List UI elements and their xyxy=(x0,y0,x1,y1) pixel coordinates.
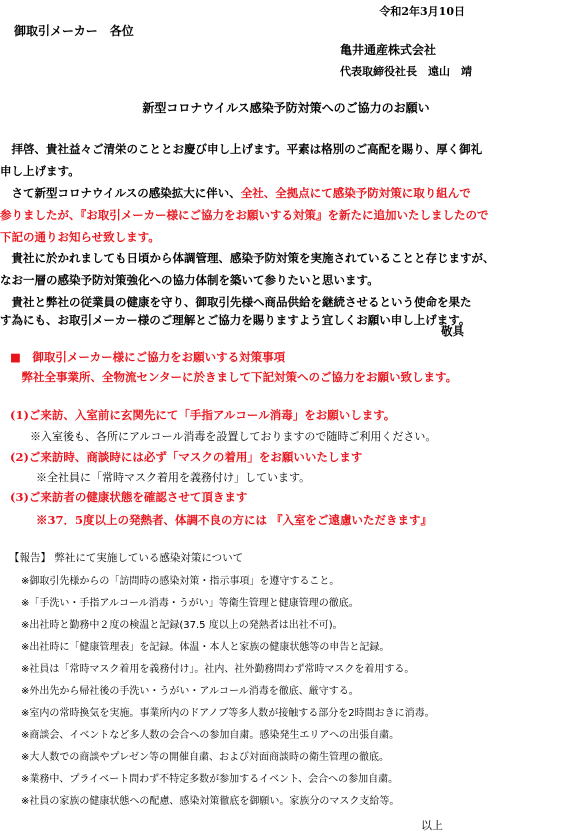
report-item: ※出社時と勤務中２度の検温と記録(37.5 度以上の発熱者は出社不可)。 xyxy=(21,620,343,631)
sender-company: 亀井通産株式会社 xyxy=(340,43,437,57)
body-line xyxy=(0,185,471,201)
report-item: ※社員は「常時マスク着用を義務付け」。社内、社外勤務問わず常時マスクを着用する。 xyxy=(21,664,415,675)
document-date: 令和2年3月10日 xyxy=(379,5,465,18)
report-item: ※社員の家族の健康状態への配慮、感染対策徹底を御願い。家族分のマスク支給等。 xyxy=(21,796,400,807)
measure-item-title: (2)ご来訪時、商談時には必ず「マスクの着用」をお願いいたします xyxy=(10,450,363,464)
report-item: ※商談会、イベントなど多人数の会合への参加自粛。感染発生エリアへの出張自粛。 xyxy=(21,730,400,741)
report-item: ※大人数での商談やプレゼン等の開催自粛、および対面商談時の衛生管理の徹底。 xyxy=(21,752,389,763)
body-line: 拝啓、貴社益々ご清栄のこととお慶び申し上げます。平素は格別のご高配を賜り、厚く御礼 xyxy=(0,142,483,156)
report-item: ※出社時に「健康管理表」を記録。体温・本人と家族の健康状態等の申告と記録。 xyxy=(21,642,390,653)
measure-item-title: (3)ご来訪者の健康状態を確認させて頂きます xyxy=(10,490,248,504)
body-line: 貴社に於かれましても日頃から体調管理、感染予防対策を実施されていることと存じますが、 xyxy=(0,251,495,265)
measure-item-note: ※全社員に「常時マスク着用を義務付け」しています。 xyxy=(36,471,311,484)
closing-keigu: 敬具 xyxy=(441,324,464,338)
measure-item-title: (1)ご来訪、入室前に玄関先にて「手指アルコール消毒」をお願いします。 xyxy=(10,408,396,422)
measures-heading: ■ 御取引メーカー様にご協力をお願いする対策事項 xyxy=(10,350,286,364)
body-line: す為にも、お取引メーカー様のご理解とご協力を賜りますよう宜しくお願い申し上げます。 xyxy=(0,313,471,327)
end-ijou: 以上 xyxy=(421,819,443,832)
report-item: ※「手洗い・手指アルコール消毒・うがい」等衛生管理と健康管理の徹底。 xyxy=(21,598,359,609)
body-line-highlight: 下記の通りお知らせ致します。 xyxy=(0,230,160,244)
measure-item-note: ※37．5度以上の発熱者、体調不良の方には 『入室をご遠慮いただきます』 xyxy=(36,513,433,527)
recipient: 御取引メーカー 各位 xyxy=(14,24,134,38)
body-line-highlight: 参りましたが、『お取引メーカー様にご協力をお願いする対策』を新たに追加いたしましたので xyxy=(0,208,489,222)
report-item: ※室内の常時換気を実施。事業所内のドアノブ等多人数が接触する部分を2時間おきに消毒。 xyxy=(21,708,435,719)
measure-item-note: ※入室後も、各所にアルコール消毒を設置しておりますので随時ご利用ください。 xyxy=(30,430,437,443)
document-title: 新型コロナウイルス感染予防対策へのご協力のお願い xyxy=(142,101,430,115)
measures-subheading: 弊社全事業所、全物流センターに於きまして下記対策へのご協力をお願い致します。 xyxy=(10,370,458,384)
report-item: ※御取引先様からの「訪問時の感染対策・指示事項」を遵守すること。 xyxy=(21,576,340,587)
body-line: なお一層の感染予防対策強化への協力体制を築いて参りたいと思います。 xyxy=(0,273,379,287)
report-item: ※業務中、プライベート問わず不特定多数が参加するイベント、会合への参加自粛。 xyxy=(21,774,399,785)
body-line-part: さて新型コロナウイルスの感染拡大に伴い、 xyxy=(0,186,241,200)
sender-president: 代表取締役社長 遠山 靖 xyxy=(340,65,472,78)
body-line: 貴社と弊社の従業員の健康を守り、御取引先様へ商品供給を継続させるという使命を果た xyxy=(0,295,472,309)
body-line: 申し上げます。 xyxy=(0,164,80,178)
report-item: ※外出先から帰社後の手洗い・うがい・アルコール消毒を徹底、厳守する。 xyxy=(21,686,359,697)
body-line-highlight: 全社、全拠点にて感染予防対策に取り組んで xyxy=(240,186,471,200)
report-heading: 【報告】 弊社にて実施している感染対策について xyxy=(9,552,244,564)
